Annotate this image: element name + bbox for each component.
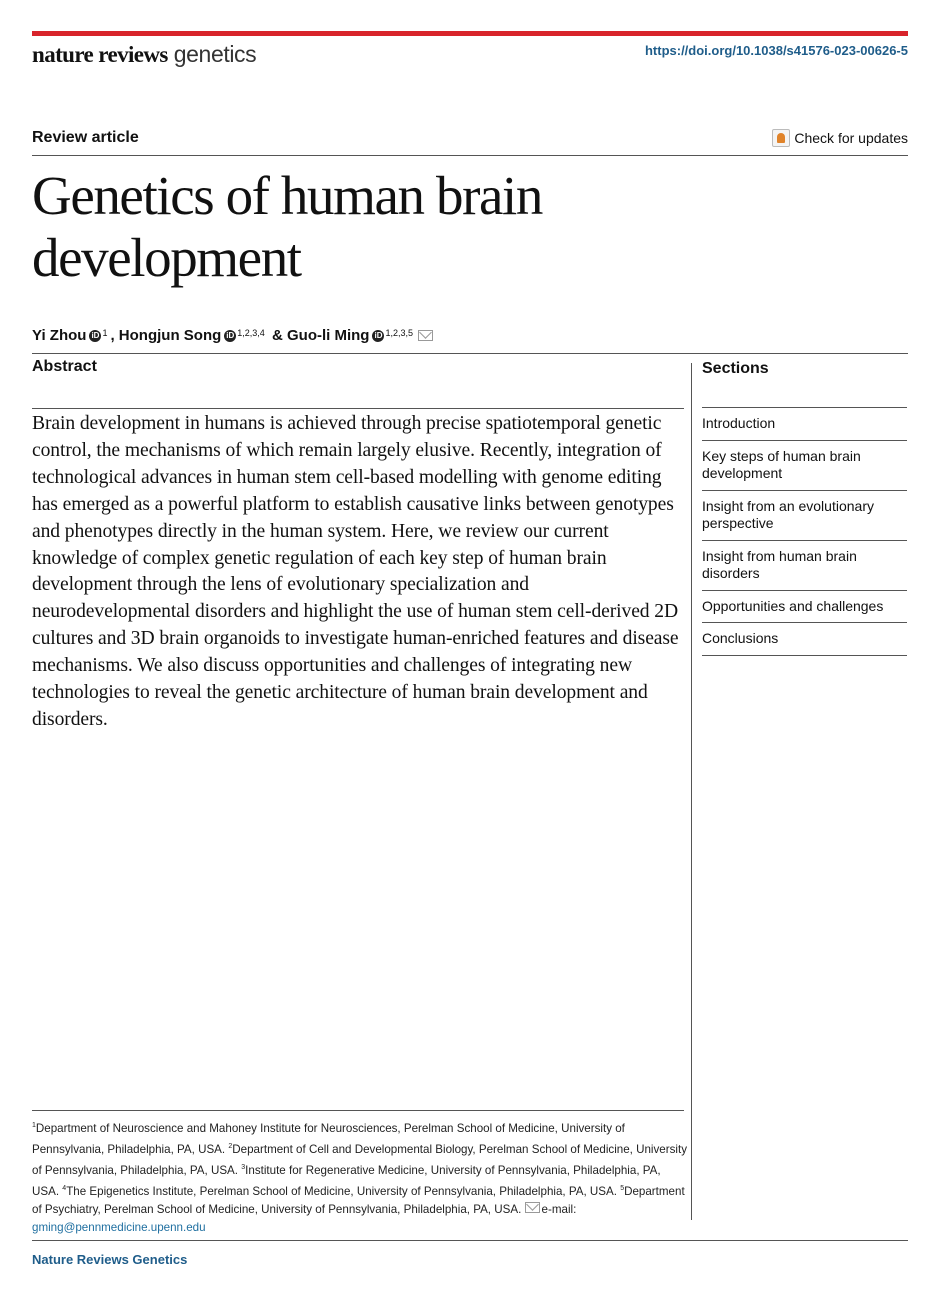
abstract-text: Brain development in humans is achieved through precise spatiotemporal genetic control, the mechanisms of which remain largely elusive. Recently, integration of technological advances in human stem cell-based modelling with genome editing has emerged as a powerful platform to establish causative links between genotypes and phenotypes directly in the human system. Here, we review our current knowledge of complex genetic regulation of each key step of human brain development through the lens of evolutionary specialization and neurodevelopmental disorders and highlight the use of human stem cell-derived 2D cultures and 3D brain organoids to investigate human-enriched features and disease mechanisms. We also discuss opportunities and challenges of integrating new technologies to reveal the genetic architecture of human brain development and disorders. <box>32 413 679 730</box>
author-name[interactable]: Guo-li Ming <box>286 327 370 344</box>
updates-icon <box>772 129 790 147</box>
author-affiliation: 1 <box>102 327 108 338</box>
affiliation-number: 5 <box>620 1185 625 1193</box>
author-separator: , <box>110 327 119 344</box>
sections-heading: Sections <box>702 360 769 377</box>
orcid-icon[interactable]: iD <box>91 330 100 340</box>
affiliation-number: 3 <box>241 1164 246 1172</box>
journal-logo <box>32 40 256 69</box>
affiliation-text: Department of Cell and Developmental Biology, Perelman School of Medicine, University of Pennsylvania, Philadelphia, PA, USA. <box>32 1142 688 1177</box>
affiliation-number: 2 <box>228 1143 233 1151</box>
orcid-icon[interactable]: iD <box>374 330 383 340</box>
footnote-divider <box>32 1110 684 1111</box>
section-link-opportunities[interactable]: Opportunities and challenges <box>702 591 907 624</box>
article-title: Genetics of human brain development <box>32 165 542 288</box>
section-link-evolutionary[interactable]: Insight from an evolutionary perspective <box>702 491 907 541</box>
author-list <box>32 327 433 344</box>
check-for-updates-label: Check for updates <box>794 130 908 146</box>
column-divider <box>691 363 692 1220</box>
affiliation-number: 1 <box>32 1122 36 1129</box>
author-name[interactable]: Hongjun Song <box>118 327 222 344</box>
journal-name-bold: nature reviews <box>32 42 168 67</box>
author-affiliation: 1,2,3,5 <box>385 327 413 338</box>
section-link-conclusions[interactable]: Conclusions <box>702 623 907 656</box>
affiliation-text: Department of Psychiatry, Perelman School of Medicine, University of Pennsylvania, Philadelphia, PA, USA. <box>32 1185 685 1217</box>
email-label: e-mail: <box>541 1203 577 1217</box>
abstract-heading: Abstract <box>32 358 97 375</box>
abstract-divider <box>32 408 684 409</box>
affiliation-text: Department of Neuroscience and Mahoney Institute for Neurosciences, Perelman School of Medicine, University of Pennsylvania, Philadelphia, PA, USA. <box>32 1121 625 1156</box>
author-name[interactable]: Yi Zhou <box>32 327 87 344</box>
sections-nav <box>702 407 907 656</box>
affiliation-number: 4 <box>62 1185 67 1193</box>
affiliations-footnote <box>32 1117 687 1238</box>
envelope-icon[interactable] <box>418 330 433 341</box>
journal-name-light: genetics <box>173 41 257 67</box>
footer-divider <box>32 1240 908 1241</box>
author-affiliation: 1,2,3,4 <box>237 327 265 338</box>
doi-link[interactable]: https://doi.org/10.1038/s41576-023-00626-5 <box>644 43 908 58</box>
top-accent-bar <box>32 31 908 36</box>
section-link-key-steps[interactable]: Key steps of human brain development <box>702 441 907 491</box>
email-link[interactable]: gming@pennmedicine.upenn.edu <box>32 1221 206 1235</box>
author-ampersand: & <box>267 327 287 344</box>
section-link-introduction[interactable]: Introduction <box>702 408 907 441</box>
footer-journal-name: Nature Reviews Genetics <box>32 1252 188 1267</box>
article-type: Review article <box>32 129 139 146</box>
affiliation-text: Institute for Regenerative Medicine, University of Pennsylvania, Philadelphia, PA, USA. <box>32 1163 661 1199</box>
authors-divider <box>32 353 908 354</box>
envelope-icon <box>525 1202 540 1213</box>
header-divider <box>32 155 908 156</box>
check-for-updates-button[interactable] <box>772 129 908 147</box>
orcid-icon[interactable]: iD <box>226 330 235 340</box>
section-link-disorders[interactable]: Insight from human brain disorders <box>702 541 907 591</box>
affiliation-text: The Epigenetics Institute, Perelman School of Medicine, University of Pennsylvania, Philadelphia, PA, USA. <box>66 1185 621 1199</box>
